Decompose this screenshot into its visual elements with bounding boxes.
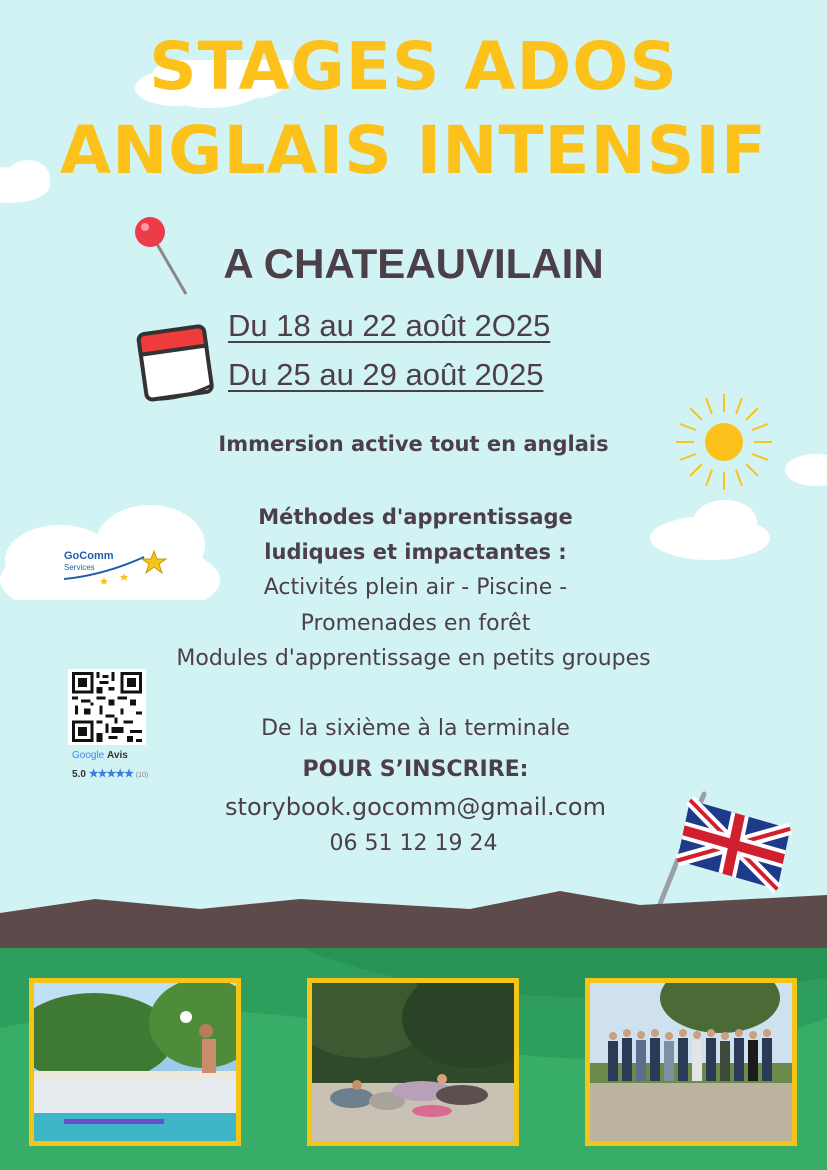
signup-label: POUR S’INSCRIRE: xyxy=(302,757,529,782)
hill-shape xyxy=(0,885,827,955)
google-stars: ★★★★★ xyxy=(88,768,133,780)
signup-phone[interactable]: 06 51 12 19 24 xyxy=(329,831,498,856)
title-line-1: STAGES ADOS xyxy=(149,28,678,105)
gocomm-logo-star-icon xyxy=(64,545,168,587)
photo-forest xyxy=(307,978,519,1146)
google-brand: Google xyxy=(72,750,105,761)
google-rating xyxy=(72,767,148,780)
methods-heading-2: ludiques et impactantes : xyxy=(264,540,567,564)
methods-item-2: Promenades en forêt xyxy=(300,611,531,636)
gocomm-logo-sub: Services xyxy=(64,563,95,572)
calendar-icon xyxy=(134,318,216,404)
date-session-2: Du 25 au 29 août 2025 xyxy=(228,357,544,392)
levels-text: De la sixième à la terminale xyxy=(261,716,570,741)
methods-heading-1: Méthodes d'apprentissage xyxy=(258,505,573,529)
date-session-1: Du 18 au 22 août 2O25 xyxy=(228,308,551,343)
methods-item-3: Modules d'apprentissage en petits groupes xyxy=(176,646,651,671)
google-avis xyxy=(72,750,128,761)
immersion-text: Immersion active tout en anglais xyxy=(218,432,609,456)
photo-group xyxy=(585,978,797,1146)
qr-code-icon[interactable] xyxy=(68,669,146,745)
google-avis-label: Avis xyxy=(107,750,128,761)
location: A CHATEAUVILAIN xyxy=(223,240,604,287)
title-line-2: ANGLAIS INTENSIF xyxy=(59,112,767,189)
methods-item-1: Activités plein air - Piscine - xyxy=(263,575,568,600)
photo-pool xyxy=(29,978,241,1146)
signup-email[interactable]: storybook.gocomm@gmail.com xyxy=(225,793,606,821)
gocomm-logo-name: GoComm xyxy=(64,550,114,562)
google-rating-value: 5.0 xyxy=(72,769,86,780)
google-count: (10) xyxy=(135,772,149,779)
